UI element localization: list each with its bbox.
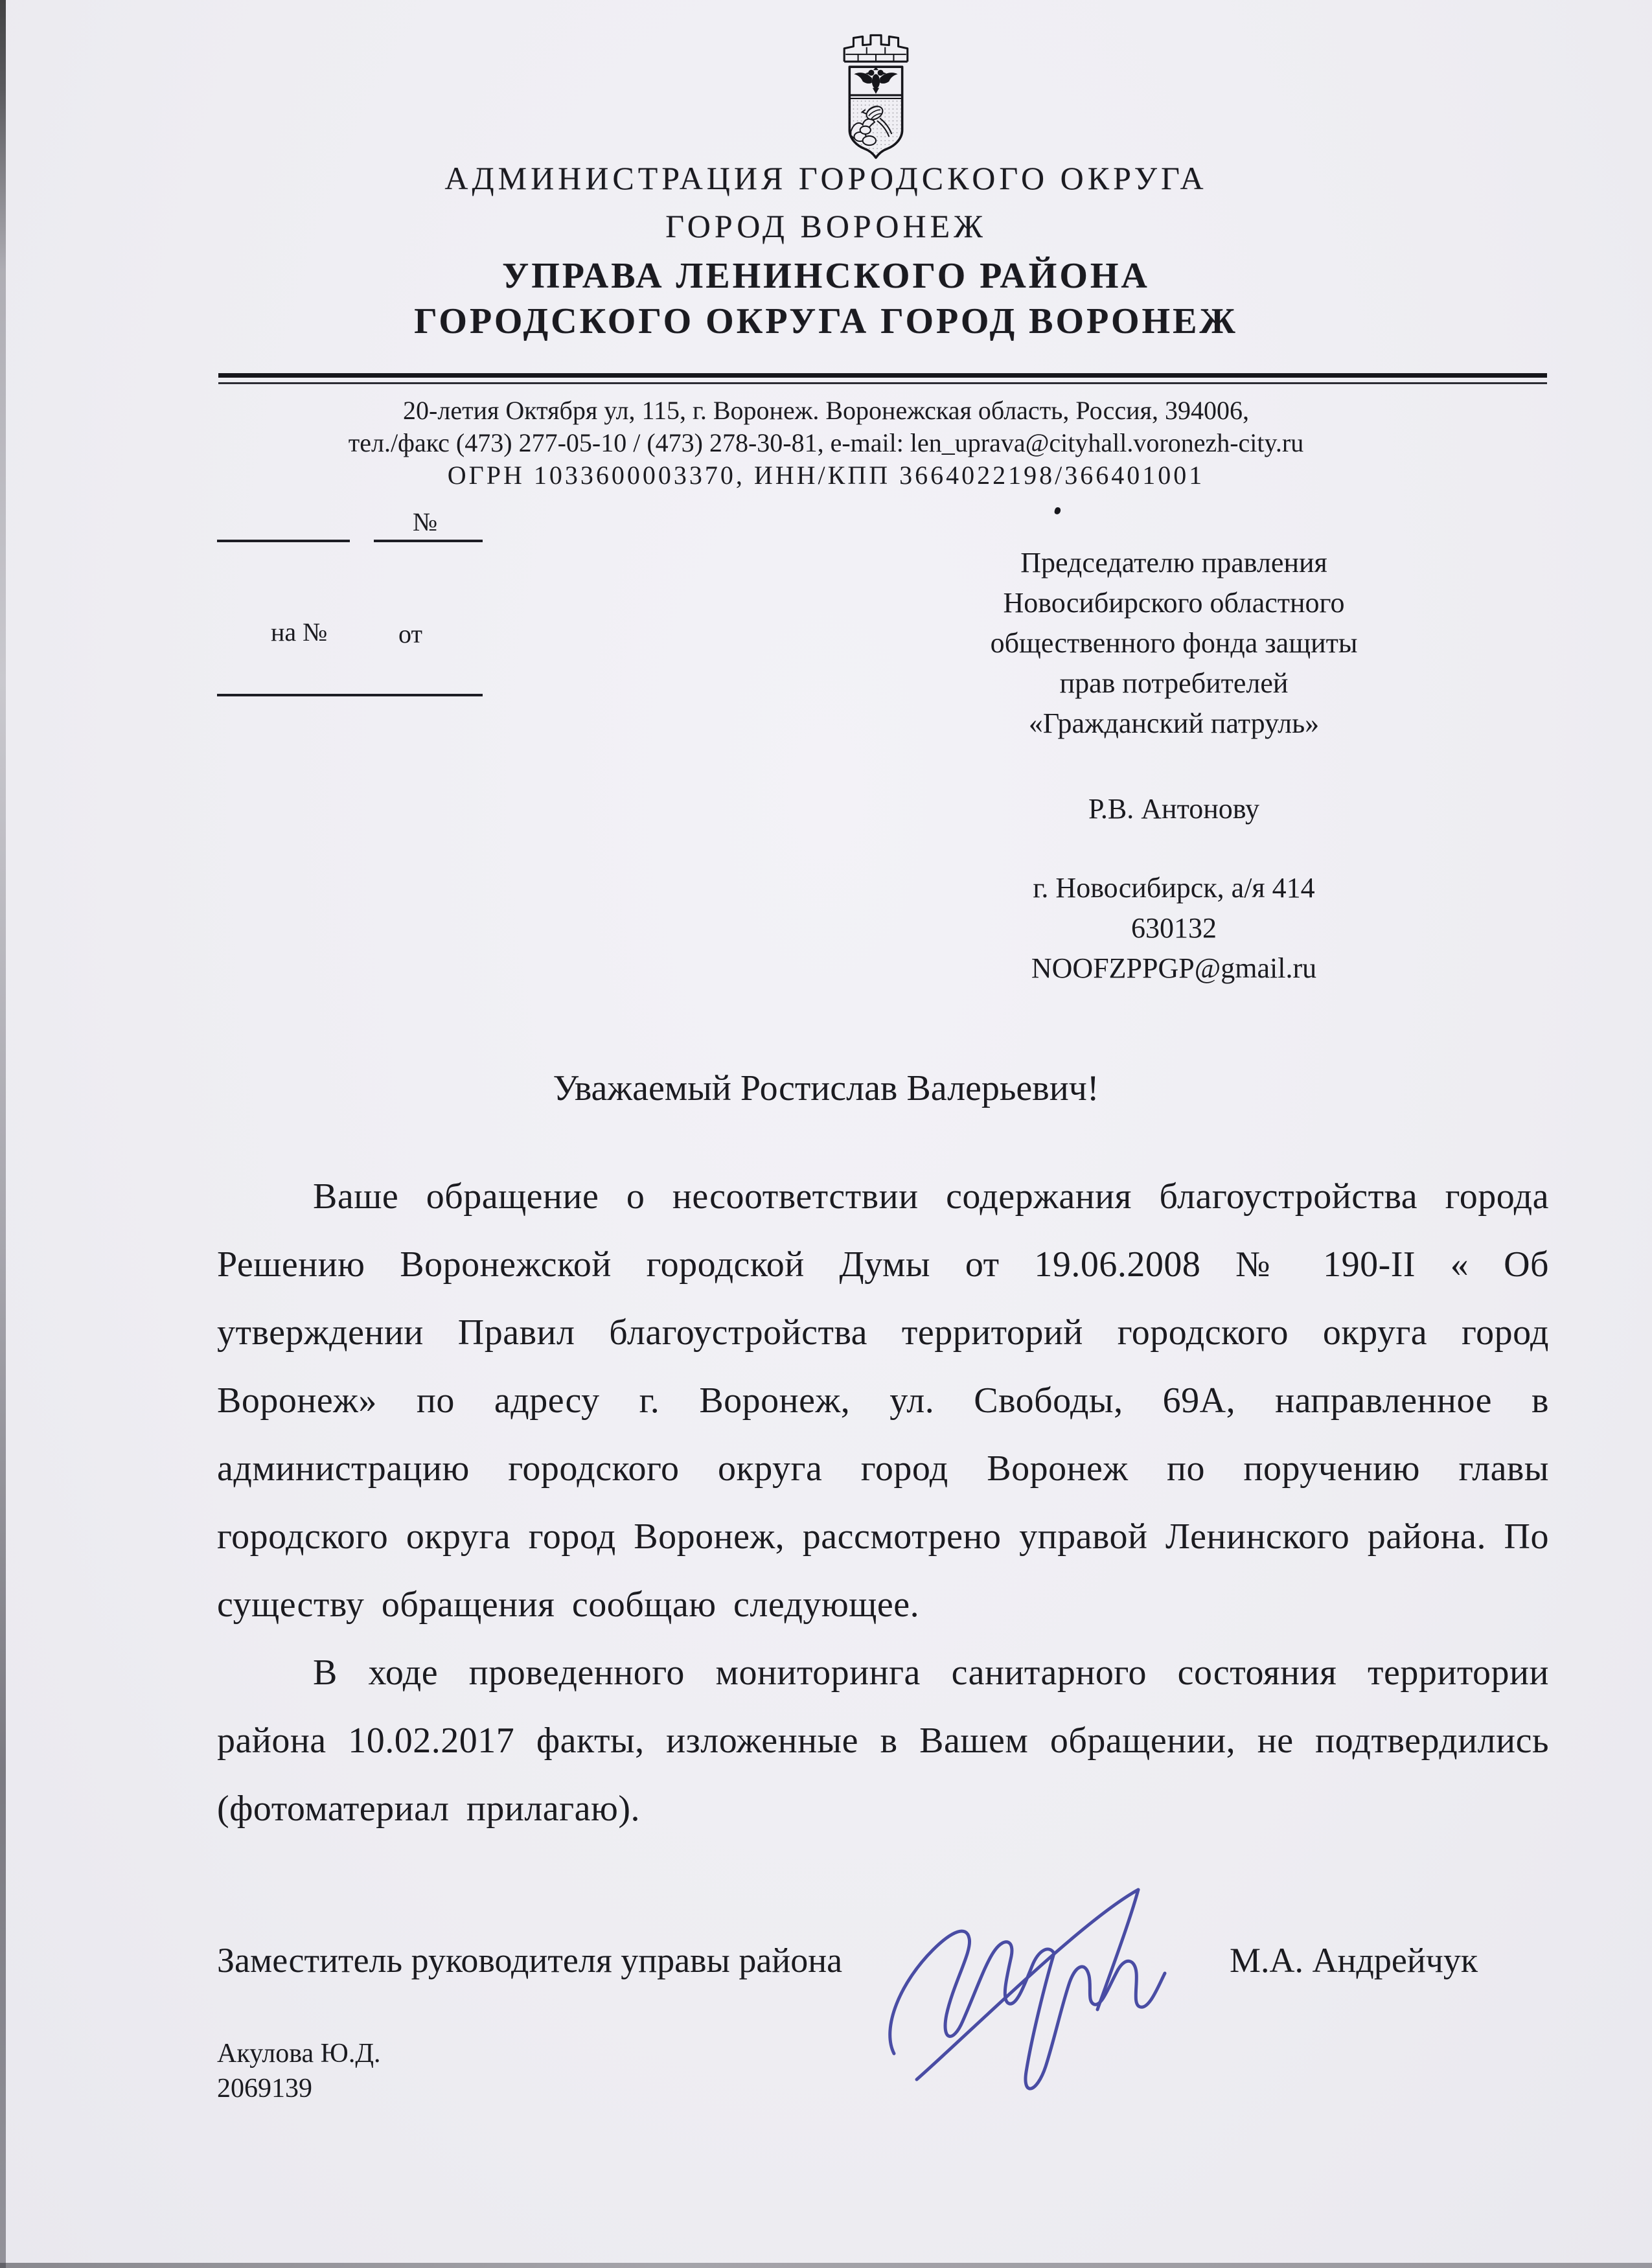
recipient-title-line: общественного фонда защиты bbox=[990, 627, 1358, 659]
double-headed-eagle-icon bbox=[854, 67, 897, 94]
outgoing-date-blank-line bbox=[217, 540, 350, 542]
signer-name: М.А. Андрейчук bbox=[1230, 1941, 1478, 1980]
letter-body bbox=[217, 1163, 1549, 1843]
org-name-line4: ГОРОДСКОГО ОКРУГА ГОРОД ВОРОНЕЖ bbox=[414, 301, 1238, 341]
salutation: Уважаемый Ростислав Валерьевич! bbox=[553, 1068, 1099, 1108]
letterhead-rule-thick bbox=[218, 373, 1547, 378]
ink-dot-artifact bbox=[1054, 507, 1061, 515]
recipient-title-line: Председателю правления bbox=[1020, 547, 1327, 578]
incoming-reference-blank-line bbox=[217, 694, 483, 696]
letterhead-phone-email: тел./факс (473) 277-05-10 / (473) 278-30-81, e-mail: len_uprava@cityhall.voronezh-city.ru bbox=[348, 428, 1304, 457]
recipient-org-name: «Гражданский патруль» bbox=[1028, 707, 1320, 739]
scan-edge-bottom bbox=[0, 2263, 1652, 2268]
body-paragraph-2: В ходе проведенного мониторинга санитарного состояния территории района 10.02.2017 факты, изложенные в Вашем обращении, не подтвердились (фотоматериал прилагаю). bbox=[217, 1653, 1549, 1829]
recipient-email: NOOFZPPGP@gmail.ru bbox=[1031, 952, 1317, 984]
recipient-block bbox=[926, 543, 1421, 989]
voronezh-coat-of-arms-icon bbox=[836, 32, 915, 165]
recipient-title-line: прав потребителей bbox=[1059, 667, 1289, 699]
letterhead-ogrn-inn: ОГРН 1033600003370, ИНН/КПП 3664022198/366401001 bbox=[447, 461, 1205, 490]
executor-name: Акулова Ю.Д. bbox=[217, 2039, 381, 2068]
incoming-number-label: на № bbox=[271, 617, 328, 647]
recipient-title-line: Новосибирского областного bbox=[1003, 587, 1345, 619]
recipient-person-name: Р.В. Антонову bbox=[1088, 793, 1260, 825]
outgoing-number-label: № bbox=[413, 507, 438, 536]
letterhead-contact-block bbox=[0, 395, 1652, 492]
org-name-line3: УПРАВА ЛЕНИНСКОГО РАЙОНА bbox=[502, 256, 1150, 296]
outgoing-number-blank-line bbox=[374, 540, 483, 542]
letterhead-address: 20-летия Октября ул, 115, г. Воронеж. Воронежская область, Россия, 394006, bbox=[403, 396, 1249, 425]
signer-position: Заместитель руководителя управы района bbox=[217, 1941, 843, 1980]
recipient-postcode: 630132 bbox=[1131, 912, 1217, 944]
recipient-city-pobox: г. Новосибирск, а/я 414 bbox=[1033, 872, 1315, 904]
body-paragraph-1: Ваше обращение о несоответствии содержания благоустройства города Решению Воронежской городской Думы от 19.06.2008 № 190-II « Об утверждении Правил благоустройства территорий городского округа город Воронеж» по адресу г. Воронеж, ул. Свободы, 69А, направленное в администрацию городского округа город Воронеж по поручению главы городского округа город Воронеж, рассмотрено управой Ленинского района. По существу обращения сообщаю следующее. bbox=[217, 1176, 1549, 1625]
letterhead-rule-thin bbox=[218, 382, 1547, 384]
incoming-date-label: от bbox=[398, 619, 422, 648]
executor-phone: 2069139 bbox=[217, 2074, 312, 2103]
org-name-line2: ГОРОД ВОРОНЕЖ bbox=[665, 208, 987, 244]
handwritten-signature-icon bbox=[855, 1866, 1309, 2112]
org-name-line1: АДМИНИСТРАЦИЯ ГОРОДСКОГО ОКРУГА bbox=[444, 160, 1208, 196]
